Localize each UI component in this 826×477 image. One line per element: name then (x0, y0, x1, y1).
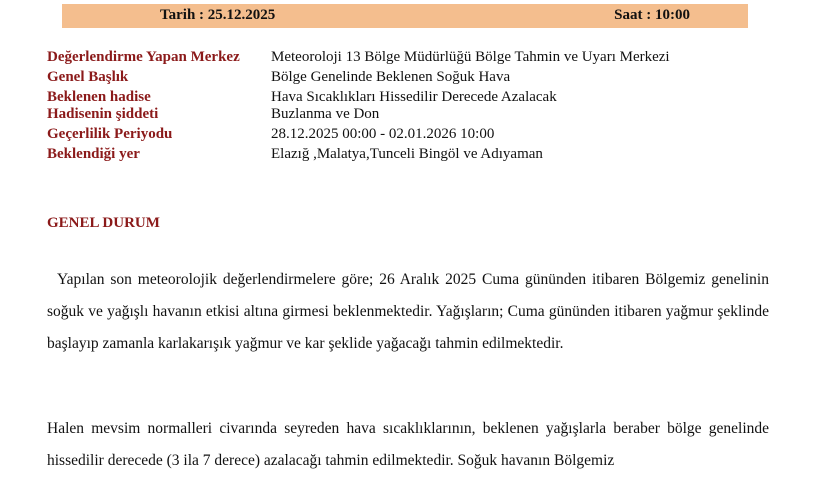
section-title: GENEL DURUM (47, 215, 160, 231)
report-date: Tarih : 25.12.2025 (160, 7, 276, 23)
info-label: Geçerlilik Periyodu (47, 126, 173, 142)
info-value: Bölge Genelinde Beklenen Soğuk Hava (271, 69, 511, 85)
info-value: Buzlanma ve Don (271, 106, 380, 122)
paragraph-2: Halen mevsim normalleri civarında seyreden hava sıcaklıklarının, beklenen yağışlarla beraber bölge genelinde hissedilir derecede (3 ila 7 derece) azalacağı tahmin edilmektedir. Soğuk havanın Bölgemiz (47, 420, 769, 469)
info-label: Genel Başlık (47, 69, 129, 85)
info-label: Beklenen hadise (47, 89, 151, 105)
paragraph-1: Yapılan son meteorolojik değerlendirmelere göre; 26 Aralık 2025 Cuma gününden itibaren Bölgemiz genelinin soğuk ve yağışlı havanın etkisi altına girmesi beklenmektedir. Yağışların; Cuma gününden itibaren yağmur şeklinde başlayıp zamanla karlakarışık yağmur ve kar şeklide yağacağı tahmin edilmektedir. (47, 271, 769, 352)
info-value: Elazığ ,Malatya,Tunceli Bingöl ve Adıyaman (271, 146, 543, 162)
info-row-event (47, 89, 807, 106)
header-bar (62, 4, 748, 28)
info-row-center (47, 49, 807, 69)
info-value: Meteoroloji 13 Bölge Müdürlüğü Bölge Tahmin ve Uyarı Merkezi (271, 49, 670, 65)
info-row-location (47, 146, 807, 166)
info-value: 28.12.2025 00:00 - 02.01.2026 10:00 (271, 126, 495, 142)
report-time: Saat : 10:00 (614, 7, 690, 23)
info-label: Değerlendirme Yapan Merkez (47, 49, 240, 65)
info-row-severity (47, 106, 807, 126)
info-table (47, 49, 807, 166)
info-value: Hava Sıcaklıkları Hissedilir Derecede Azalacak (271, 89, 557, 105)
info-label: Beklendiği yer (47, 146, 140, 162)
info-row-validity (47, 126, 807, 146)
info-row-title (47, 69, 807, 89)
info-label: Hadisenin şiddeti (47, 106, 159, 122)
